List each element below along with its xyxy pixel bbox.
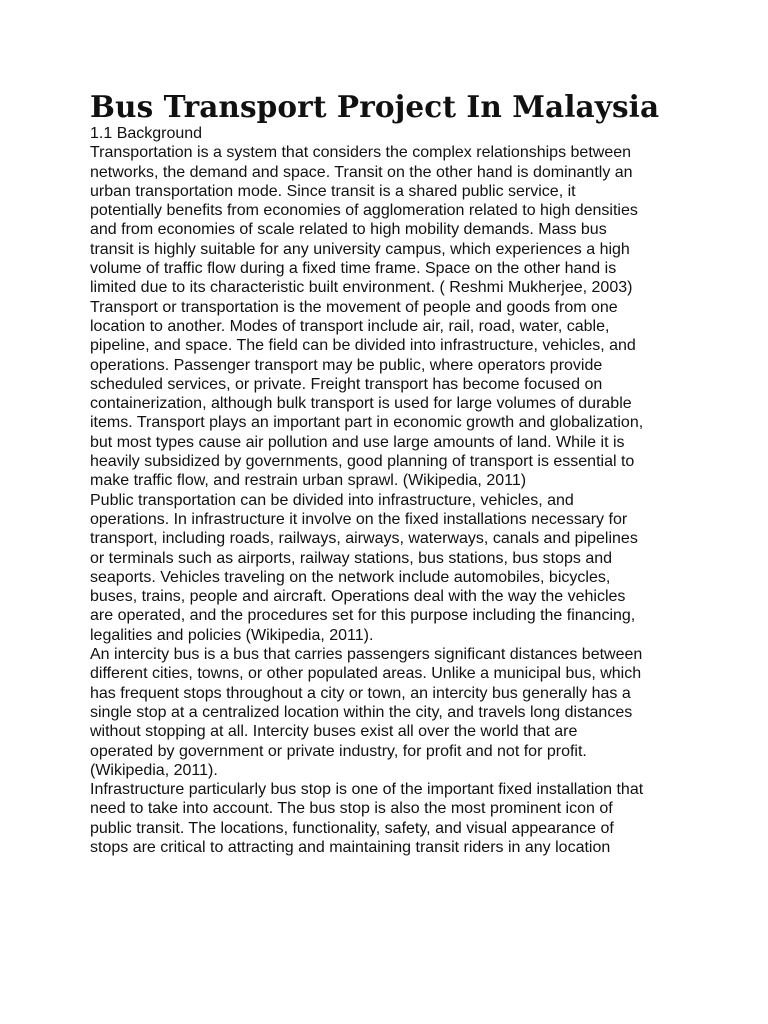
paragraph-transportation-system: Transportation is a system that considers the complex relationships between networks, the demand and space. Transit on the other hand is dominantly an urban transportation mode. Since transit is a shared public service, it potentially benefits from economies of agglomeration related to high densities and from economies of scale related to high mobility demands. Mass bus transit is highly suitable for any university campus, which experiences a high volume of traffic flow during a fixed time frame. Space on the other hand is limited due to its characteristic built environment. ( Reshmi Mukherjee, 2003) <box>90 144 638 297</box>
document-title: Bus Transport Project In Malaysia <box>90 89 660 124</box>
paragraph-public-transportation: Public transportation can be divided into infrastructure, vehicles, and operations. In infrastructure it involve on the fixed installations necessary for transport, including roads, railways, airways, waterways, canals and pipelines or terminals such as airports, railway stations, bus stations, bus stops and seaports. Vehicles traveling on the network include automobiles, bicycles, buses, trains, people and aircraft. Operations deal with the way the vehicles are operated, and the procedures set for this purpose including the financing, legalities and policies (Wikipedia, 2011). <box>90 491 638 644</box>
paragraph-bus-stop-infrastructure: Infrastructure particularly bus stop is one of the important fixed installation that need to take into account. The bus stop is also the most prominent icon of public transit. The locations, functionality, safety, and visual appearance of stops are critical to attracting and maintaining transit riders in any location <box>90 781 644 856</box>
paragraph-transport-definition: Transport or transportation is the movement of people and goods from one location to another. Modes of transport include air, rail, road, water, cable, pipeline, and space. The field can be divided into infrastructure, vehicles, and operations. Passenger transport may be public, where operators provide scheduled services, or private. Freight transport has become focused on containerization, although bulk transport is used for large volumes of durable items. Transport plays an important part in economic growth and globalization, but most types cause air pollution and use large amounts of land. While it is heavily subsidized by governments, good planning of transport is essential to make traffic flow, and restrain urban sprawl. (Wikipedia, 2011) <box>90 298 644 490</box>
document-body <box>90 88 690 857</box>
section-heading: 1.1 Background <box>90 125 203 142</box>
paragraph-intercity-bus: An intercity bus is a bus that carries passengers significant distances between different cities, towns, or other populated areas. Unlike a municipal bus, which has frequent stops throughout a city or town, an intercity bus generally has a single stop at a centralized location within the city, and travels long distances without stopping at all. Intercity buses exist all over the world that are operated by government or private industry, for profit and not for profit. (Wikipedia, 2011). <box>90 646 643 779</box>
